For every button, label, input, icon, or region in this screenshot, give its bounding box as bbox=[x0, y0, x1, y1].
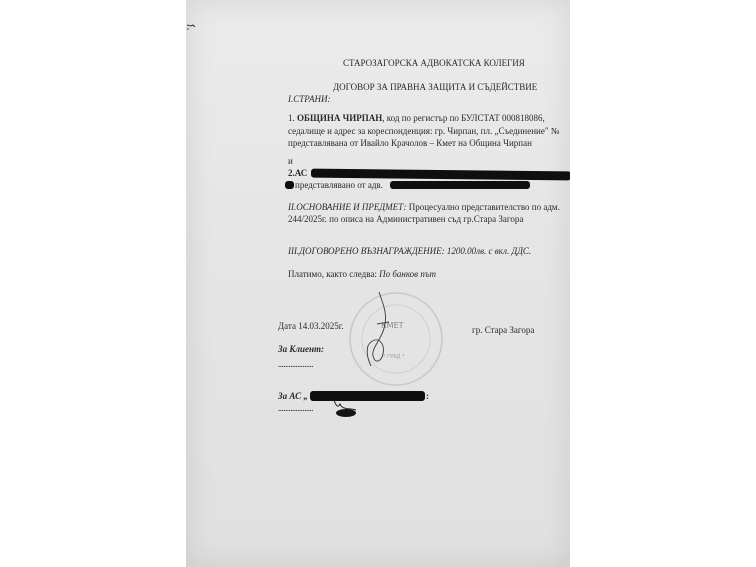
ac-label bbox=[278, 391, 308, 402]
payment-value: По банков път bbox=[379, 269, 437, 279]
redaction-bar bbox=[310, 391, 425, 401]
basis-text: Процесуално представителство по адм. bbox=[406, 202, 560, 212]
document-page bbox=[186, 0, 570, 567]
client-signature-dots: .................... bbox=[278, 359, 313, 369]
and-conjunction: и bbox=[288, 156, 293, 166]
party2-representative: представлявано от адв. bbox=[295, 180, 383, 190]
parties-heading: I.СТРАНИ: bbox=[288, 94, 331, 104]
redaction-bar bbox=[285, 181, 294, 189]
bar-header: СТАРОЗАГОРСКА АДВОКАТСКА КОЛЕГИЯ bbox=[343, 58, 525, 68]
ac-label-text: За АС „ bbox=[278, 391, 308, 401]
document-title: ДОГОВОР ЗА ПРАВНА ЗАЩИТА И СЪДЕЙСТВИЕ bbox=[333, 82, 538, 92]
party1-name: ОБЩИНА ЧИРПАН bbox=[297, 113, 383, 123]
basis-heading: II.ОСНОВАНИЕ И ПРЕДМЕТ: bbox=[288, 202, 407, 212]
redaction-bar bbox=[390, 181, 530, 189]
basis-line2: 244/2025г. по описа на Административен съд гр.Стара Загора bbox=[288, 214, 524, 224]
party2-prefix: 2.АС bbox=[288, 168, 308, 178]
payment-line bbox=[288, 269, 436, 280]
signing-date: Дата 14.03.2025г. bbox=[278, 321, 344, 331]
ac-signature-icon bbox=[330, 396, 364, 422]
payment-label: Платимо, както следва: bbox=[288, 269, 380, 279]
fee-line: III.ДОГОВОРЕНО ВЪЗНАГРАЖДЕНИЕ: 1200.00лв. с вкл. ДДС. bbox=[288, 246, 532, 256]
ac-signature-dots: .................... bbox=[278, 403, 313, 413]
municipal-stamp-icon bbox=[341, 284, 451, 394]
party1-representative: представлявана от Ивайло Крачолов – Кмет на Община Чирпан bbox=[288, 138, 532, 148]
ink-mark-icon bbox=[186, 22, 200, 32]
svg-text:КМЕТ: КМЕТ bbox=[381, 321, 404, 330]
party1-line1 bbox=[288, 113, 545, 124]
client-label: За Клиент: bbox=[278, 344, 325, 354]
party1-number: 1. bbox=[288, 113, 295, 123]
signing-place: гр. Стара Загора bbox=[472, 325, 535, 335]
basis-line1 bbox=[288, 202, 560, 213]
redaction-bar bbox=[311, 169, 570, 181]
ac-label-colon: : bbox=[426, 391, 429, 401]
party1-address: седалище и адрес за кореспонденция: гр. Чирпан, пл. „Съединение" № bbox=[288, 126, 560, 136]
party1-registry: , код по регистър по БУЛСТАТ 000818086, bbox=[382, 113, 545, 123]
svg-text:* ГРАД *: * ГРАД * bbox=[383, 354, 405, 360]
